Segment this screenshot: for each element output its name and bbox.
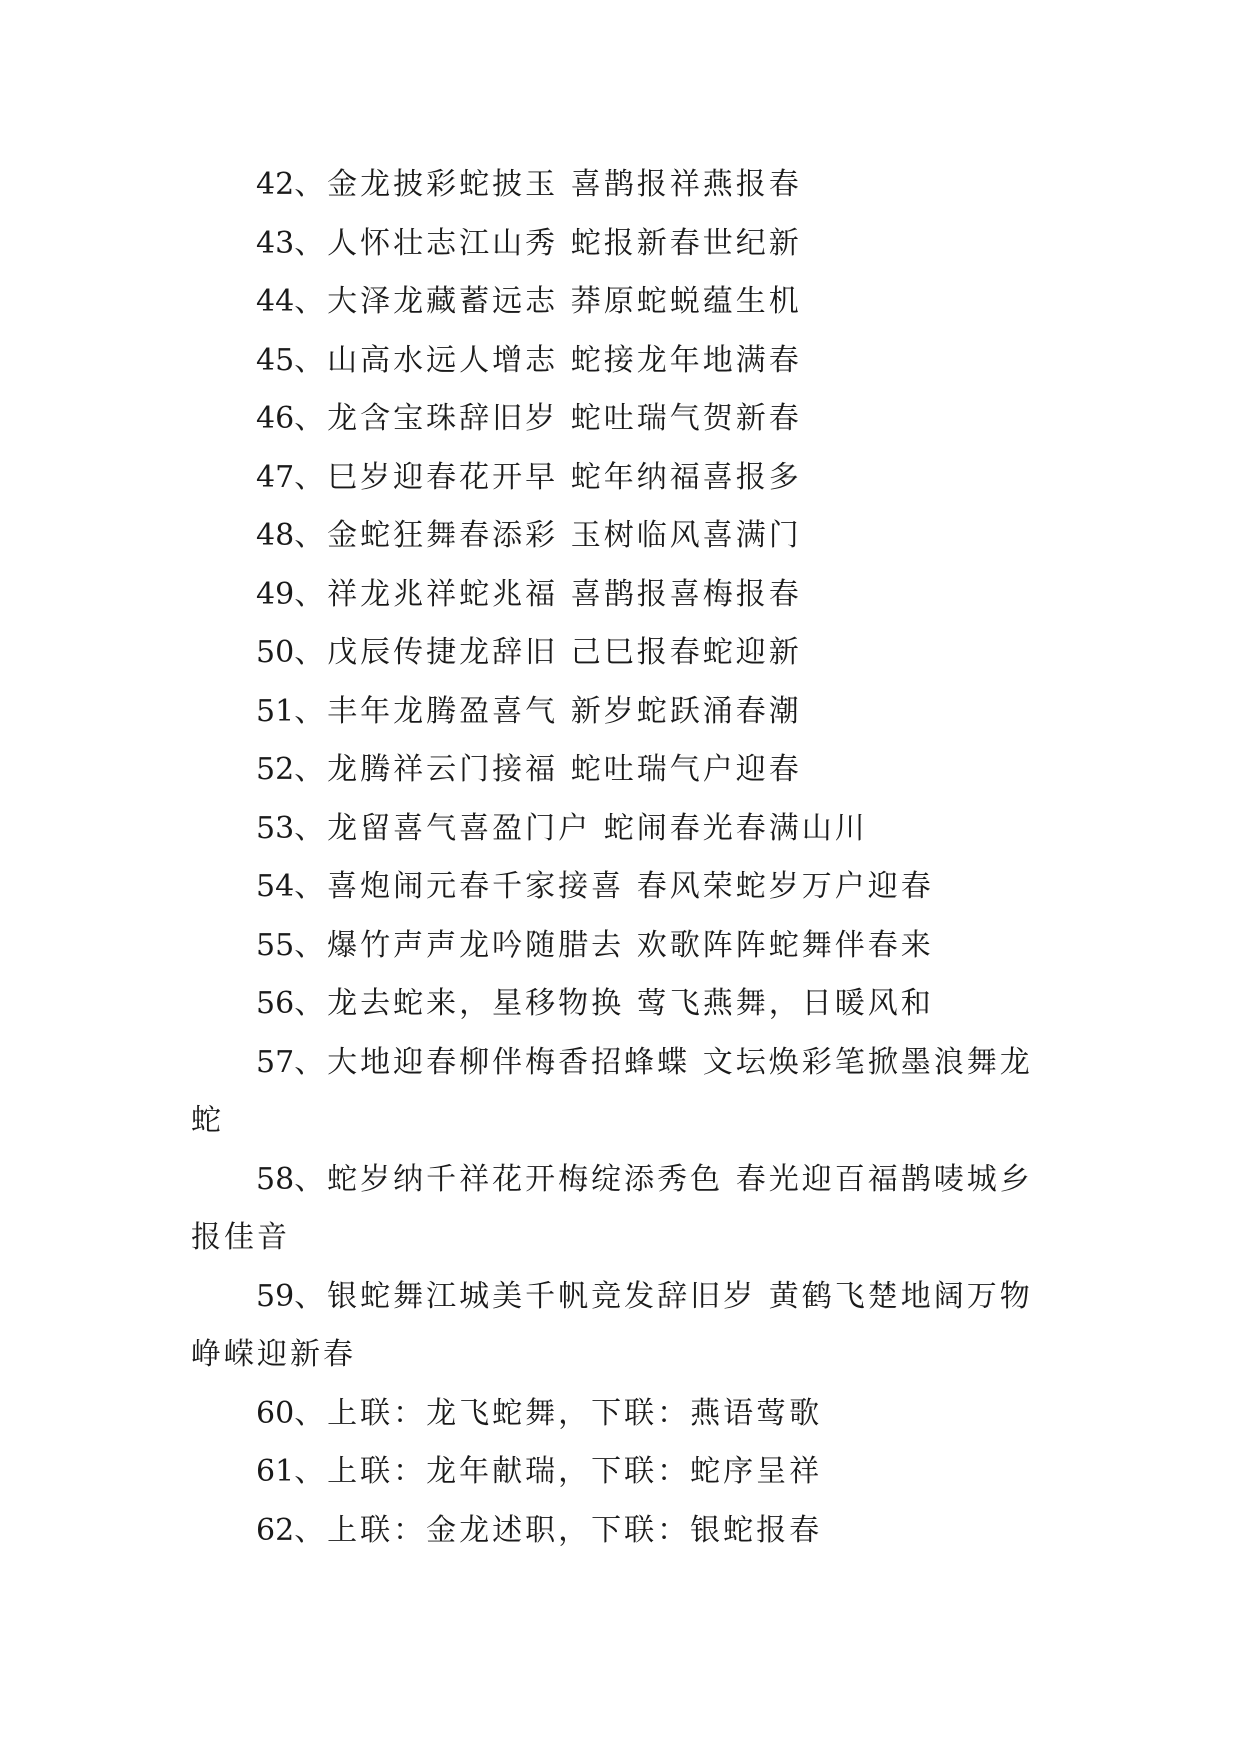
- item-number: 44: [256, 284, 295, 319]
- item-text: 、祥龙兆祥蛇兆福 喜鹊报喜梅报春: [294, 576, 802, 612]
- item-number: 48: [256, 518, 295, 553]
- item-number: 59: [256, 1278, 295, 1314]
- list-item: [191, 449, 1051, 508]
- item-number: 60: [256, 1395, 295, 1431]
- item-text: 、山高水远人增志 蛇接龙年地满春: [294, 342, 802, 378]
- item-number: 54: [256, 869, 295, 904]
- item-text: 、人怀壮志江山秀 蛇报新春世纪新: [294, 225, 802, 261]
- item-text: 、龙腾祥云门接福 蛇吐瑞气户迎春: [294, 752, 802, 787]
- item-text: 、大泽龙藏蓄远志 莽原蛇蜕蕴生机: [294, 284, 802, 319]
- list-item: [191, 1443, 1051, 1502]
- item-text: 、龙去蛇来，星移物换 莺飞燕舞，日暖风和: [294, 986, 934, 1021]
- item-number: 53: [256, 810, 295, 846]
- list-item: [191, 1268, 1051, 1385]
- list-item: [191, 917, 1051, 976]
- list-item: [191, 156, 1051, 215]
- item-number: 56: [256, 986, 295, 1021]
- item-text: 、戊辰传捷龙辞旧 己巳报春蛇迎新: [294, 635, 802, 670]
- item-text: 、上联：龙飞蛇舞，下联：燕语莺歌: [294, 1395, 823, 1431]
- list-item: [191, 683, 1051, 742]
- item-number: 45: [256, 342, 295, 378]
- item-number: 55: [256, 927, 295, 963]
- item-text: 、金龙披彩蛇披玉 喜鹊报祥燕报春: [294, 167, 802, 202]
- item-number: 58: [256, 1161, 295, 1197]
- list-item: [191, 1151, 1051, 1268]
- list-item: [191, 390, 1051, 449]
- list-item: [191, 332, 1051, 391]
- item-number: 50: [256, 635, 295, 670]
- list-item: [191, 800, 1051, 859]
- item-number: 42: [256, 167, 295, 202]
- item-number: 49: [256, 576, 295, 612]
- item-text: 、银蛇舞江城美千帆竞发辞旧岁 黄鹤飞楚地阔万物峥嵘迎新春: [191, 1278, 1033, 1372]
- item-number: 61: [256, 1454, 295, 1489]
- item-text: 、喜炮闹元春千家接喜 春风荣蛇岁万户迎春: [294, 869, 934, 904]
- item-number: 52: [256, 752, 295, 787]
- item-text: 、上联：龙年献瑞，下联：蛇序呈祥: [294, 1454, 823, 1489]
- list-item: [191, 858, 1051, 917]
- item-number: 57: [256, 1044, 295, 1080]
- item-text: 、大地迎春柳伴梅香招蜂蝶 文坛焕彩笔掀墨浪舞龙蛇: [191, 1044, 1033, 1138]
- item-text: 、金蛇狂舞春添彩 玉树临风喜满门: [294, 518, 802, 553]
- list-item: [191, 624, 1051, 683]
- item-number: 43: [256, 225, 295, 261]
- item-text: 、龙含宝珠辞旧岁 蛇吐瑞气贺新春: [294, 401, 802, 436]
- item-text: 、巳岁迎春花开早 蛇年纳福喜报多: [294, 459, 802, 495]
- list-item: [191, 507, 1051, 566]
- item-text: 、爆竹声声龙吟随腊去 欢歌阵阵蛇舞伴春来: [294, 927, 934, 963]
- list-item: [191, 975, 1051, 1034]
- item-text: 、丰年龙腾盈喜气 新岁蛇跃涌春潮: [294, 693, 802, 729]
- list-item: [191, 741, 1051, 800]
- list-item: [191, 1502, 1051, 1561]
- item-text: 、蛇岁纳千祥花开梅绽添秀色 春光迎百福鹊唛城乡报佳音: [191, 1161, 1033, 1255]
- list-item: [191, 215, 1051, 274]
- list-item: [191, 273, 1051, 332]
- list-item: [191, 1034, 1051, 1151]
- list-item: [191, 566, 1051, 625]
- item-number: 51: [256, 693, 295, 729]
- list-item: [191, 1385, 1051, 1444]
- item-text: 、上联：金龙述职，下联：银蛇报春: [294, 1512, 823, 1548]
- item-number: 46: [256, 401, 295, 436]
- item-number: 47: [256, 459, 295, 495]
- couplet-list: [191, 156, 1051, 1560]
- item-number: 62: [256, 1512, 295, 1548]
- item-text: 、龙留喜气喜盈门户 蛇闹春光春满山川: [294, 810, 868, 846]
